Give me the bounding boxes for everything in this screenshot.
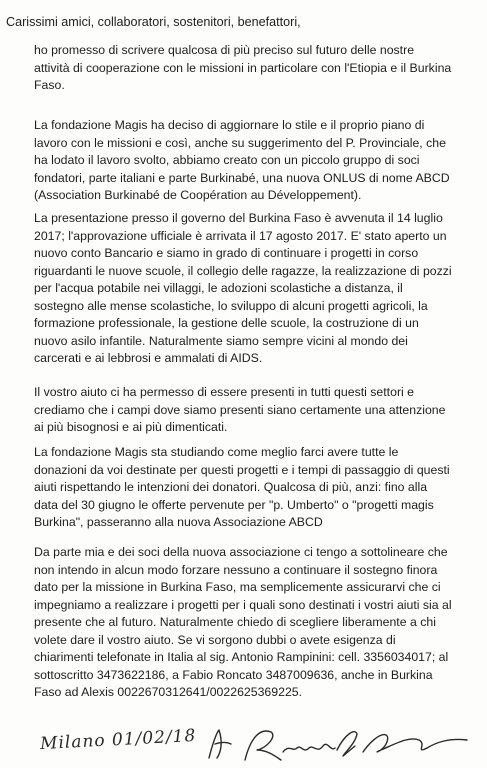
- text-line: 2017; l'approvazione ufficiale è arrivata il 17 agosto 2017. E' stato aperto un: [34, 228, 447, 243]
- text-line: presente che al futuro. Naturalmente chiedo di scegliere liberamente a chi: [34, 615, 436, 629]
- handwritten-date: Milano 01/02/18: [39, 725, 197, 755]
- text-line: nuovo conto Bancario e siamo in grado di continuare i progetti in corso: [34, 246, 419, 260]
- text-line: volete dare il vostro aiuto. Se vi sorgono dubbi o avete esigenza di: [34, 632, 396, 647]
- text-line: ho promesso di scrivere qualcosa di più preciso sul futuro delle nostre: [34, 43, 415, 57]
- text-line: attività di cooperazione con le missioni in particolare con l'Etiopia e il Burkina: [34, 60, 452, 75]
- text-line: donazioni da voi destinate per questi progetti e i tempi di passaggio di questi: [34, 462, 450, 477]
- handwritten-signature: [205, 722, 475, 766]
- paragraph-4: [34, 384, 480, 437]
- greeting: Carissimi amici, collaboratori, sostenitori, benefattori,: [6, 15, 301, 29]
- text-line: formazione professionale, la gestione delle scuole, la costruzione di un: [34, 316, 419, 330]
- text-line: riguardanti le nuove scuole, il collegio delle ragazze, la realizzazione di pozzi: [34, 263, 452, 278]
- text-line: impegniamo a realizzare i progetti per i quali sono destinati i vostri aiuti sia al: [34, 597, 452, 612]
- text-line: Faso.: [34, 78, 65, 92]
- text-line: Il vostro aiuto ci ha permesso di essere presenti in tutti questi settori e: [34, 385, 415, 399]
- text-line: La presentazione presso il governo del Burkina Faso è avvenuta il 14 luglio: [34, 211, 443, 225]
- paragraph-6: [34, 544, 480, 702]
- paragraph-1: [34, 42, 480, 95]
- text-line: fondatori, parte italiani e parte Burkinabé, una nuova ONLUS di nome ABCD: [34, 170, 450, 185]
- text-line: Burkina", passeranno alla nuova Associazione ABCD: [34, 515, 323, 529]
- text-line: ha lodato il lavoro svolto, abbiamo creato con un piccolo gruppo di soci: [34, 153, 420, 167]
- paragraph-2: [34, 117, 480, 205]
- text-line: Da parte mia e dei soci della nuova associazione ci tengo a sottolineare che: [34, 545, 448, 559]
- text-line: (Association Burkinabé de Coopération au Développement).: [34, 188, 362, 202]
- paragraph-5: [34, 444, 480, 532]
- text-line: carcerati e ai lebbrosi e ammalati di AIDS.: [34, 351, 263, 365]
- text-line: La fondazione Magis ha deciso di aggiornare lo stile e il proprio piano di: [34, 118, 425, 132]
- text-line: lavoro con le missioni e così, anche su suggerimento del P. Provinciale, che: [34, 135, 446, 150]
- text-line: aiuti rispettando le intenzioni dei donatori. Qualcosa di più, anzi: fino alla: [34, 480, 428, 494]
- text-line: data del 30 giugno le offerte pervenute per "p. Umberto" o "progetti magis: [34, 497, 434, 512]
- text-line: non intendo in alcun modo forzare nessuno a continuare il sostegno finora: [34, 562, 438, 577]
- text-line: La fondazione Magis sta studiando come meglio farci avere tutte le: [34, 445, 399, 459]
- text-line: chiarimenti telefonate in Italia al sig. Antonio Rampinini: cell. 3356034017; al: [34, 650, 449, 664]
- text-line: ai più bisognosi e ai più dimenticati.: [34, 420, 228, 434]
- text-line: Faso ad Alexis 0022670312641/0022625369225.: [34, 685, 303, 699]
- text-line: sostegno alle mense scolastiche, lo sviluppo di alcuni progetti agricoli, la: [34, 298, 428, 313]
- signature-block: [40, 722, 480, 766]
- text-line: dato per la missione in Burkina Faso, ma semplicemente assicurarvi che ci: [34, 580, 441, 594]
- text-line: sottoscritto 3473622186, a Fabio Roncato 3487009636, anche in Burkina: [34, 667, 433, 682]
- text-line: per l'acqua potabile nei villaggi, le adozioni scolastiche a distanza, il: [34, 281, 403, 295]
- paragraph-3: [34, 210, 480, 368]
- text-line: crediamo che i campi dove siamo presenti siano certamente una attenzione: [34, 402, 446, 417]
- text-line: nuovo asilo infantile. Naturalmente siamo sempre vicini al mondo dei: [34, 333, 408, 348]
